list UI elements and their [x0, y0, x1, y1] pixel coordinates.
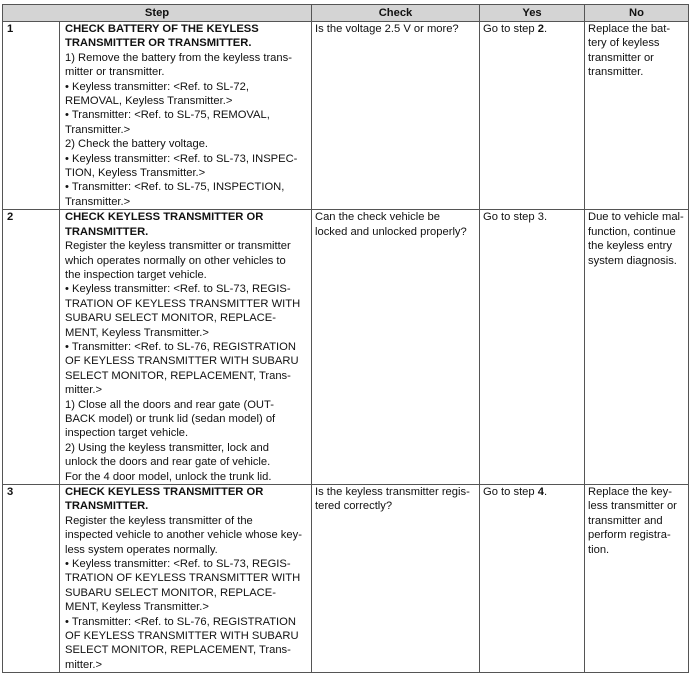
- check-text-line: locked and unlocked properly?: [315, 225, 467, 238]
- step-text-line: SELECT MONITOR, REPLACEMENT, Trans-: [65, 644, 291, 657]
- step-text-line: REMOVAL, Keyless Transmitter.>: [65, 95, 233, 108]
- step-text-line: TRATION OF KEYLESS TRANSMITTER WITH: [65, 297, 301, 310]
- no-text-line: function, continue: [588, 225, 676, 238]
- check-text-line: Can the check vehicle be: [315, 211, 441, 224]
- step-text-line: • Transmitter: <Ref. to SL-76, REGISTRATION: [65, 615, 296, 628]
- step-text-line: • Keyless transmitter: <Ref. to SL-73, INSPEC-: [65, 152, 298, 165]
- yes-cell: [480, 485, 585, 673]
- step-text-line: • Transmitter: <Ref. to SL-75, INSPECTION,: [65, 181, 285, 194]
- yes-text: [483, 22, 581, 36]
- step-number: [3, 485, 60, 673]
- step-text-line: • Transmitter: <Ref. to SL-76, REGISTRATION: [65, 340, 296, 353]
- step-text-line: which operates normally on other vehicles to: [65, 254, 286, 267]
- step-text-line: TRATION OF KEYLESS TRANSMITTER WITH: [65, 572, 301, 585]
- no-text-line: system diagnosis.: [588, 254, 677, 267]
- yes-cell: [480, 22, 585, 210]
- step-text-line: TION, Keyless Transmitter.>: [65, 167, 206, 180]
- step-text-line: For the 4 door model, unlock the trunk lid.: [65, 470, 272, 483]
- step-text-line: OF KEYLESS TRANSMITTER WITH SUBARU: [65, 630, 299, 643]
- no-text-line: less transmitter or: [588, 500, 677, 513]
- yes-step-ref: 2: [537, 23, 544, 35]
- step-number-text: 1: [7, 23, 14, 35]
- step-text-line: mitter.>: [65, 658, 102, 671]
- step-text-line: 2) Check the battery voltage.: [65, 138, 209, 151]
- step-title: CHECK KEYLESS TRANSMITTER OR: [65, 486, 264, 498]
- step-text-line: mitter or transmitter.: [65, 66, 165, 79]
- no-cell: [585, 485, 689, 673]
- step-description: [60, 22, 312, 210]
- step-text-line: • Transmitter: <Ref. to SL-75, REMOVAL,: [65, 109, 270, 122]
- no-cell: [585, 210, 689, 485]
- check-cell: [312, 485, 480, 673]
- step-text-line: OF KEYLESS TRANSMITTER WITH SUBARU: [65, 355, 299, 368]
- check-cell: [312, 22, 480, 210]
- yes-step-ref: 4: [537, 486, 544, 498]
- step-text-line: 2) Using the keyless transmitter, lock and: [65, 441, 269, 454]
- yes-suffix: .: [543, 23, 548, 35]
- step-text-line: • Keyless transmitter: <Ref. to SL-72,: [65, 80, 249, 93]
- no-text-line: Due to vehicle mal-: [588, 211, 684, 224]
- step-number: [3, 22, 60, 210]
- step-text-line: MENT, Keyless Transmitter.>: [65, 601, 209, 614]
- header-no: No: [585, 5, 689, 22]
- no-text-line: transmitter and: [588, 514, 663, 527]
- step-text-line: SUBARU SELECT MONITOR, REPLACE-: [65, 312, 276, 325]
- no-text-line: Replace the bat-: [588, 23, 671, 35]
- step-text-line: 1) Close all the doors and rear gate (OUT-: [65, 398, 274, 411]
- step-text-line: inspected vehicle to another vehicle whose key-: [65, 529, 302, 542]
- step-text-line: Register the keyless transmitter or transmitter: [65, 240, 291, 253]
- no-text-line: tion.: [588, 543, 610, 556]
- step-title: TRANSMITTER.: [65, 225, 149, 238]
- step-text-line: inspection target vehicle.: [65, 427, 189, 440]
- step-text-line: • Keyless transmitter: <Ref. to SL-73, REGIS-: [65, 283, 291, 296]
- yes-text: [483, 485, 581, 499]
- header-step: Step: [3, 5, 312, 22]
- table-header-row: [3, 5, 689, 22]
- no-text-line: the keyless entry: [588, 240, 672, 253]
- step-text-line: less system operates normally.: [65, 543, 218, 556]
- step-text-line: SUBARU SELECT MONITOR, REPLACE-: [65, 586, 276, 599]
- no-text-line: perform registra-: [588, 529, 671, 542]
- yes-text: [483, 210, 581, 224]
- step-text-line: BACK model) or trunk lid (sedan model) of: [65, 412, 276, 425]
- step-number: [3, 210, 60, 485]
- step-text-line: 1) Remove the battery from the keyless trans-: [65, 51, 292, 64]
- step-text-line: MENT, Keyless Transmitter.>: [65, 326, 209, 339]
- step-number-text: 3: [7, 486, 14, 498]
- step-title: CHECK BATTERY OF THE KEYLESS: [65, 23, 259, 35]
- step-description: [60, 210, 312, 485]
- table-row: [3, 22, 689, 210]
- step-text-line: mitter.>: [65, 384, 102, 397]
- step-title: CHECK KEYLESS TRANSMITTER OR: [65, 211, 264, 224]
- diagnostic-table: [2, 4, 689, 673]
- step-text-line: unlock the doors and rear gate of vehicle.: [65, 456, 271, 469]
- step-text-line: • Keyless transmitter: <Ref. to SL-73, REGIS-: [65, 558, 291, 571]
- no-text-line: transmitter or: [588, 51, 654, 64]
- table-row: [3, 485, 689, 673]
- step-title: TRANSMITTER.: [65, 500, 149, 513]
- header-yes: Yes: [480, 5, 585, 22]
- yes-prefix: Go to step 3.: [483, 211, 548, 224]
- table-row: [3, 210, 689, 485]
- yes-prefix: Go to step: [483, 486, 538, 498]
- step-text-line: Transmitter.>: [65, 195, 131, 208]
- check-text-line: Is the keyless transmitter regis-: [315, 486, 470, 498]
- step-title: TRANSMITTER OR TRANSMITTER.: [65, 37, 252, 50]
- header-check: Check: [312, 5, 480, 22]
- yes-cell: [480, 210, 585, 485]
- step-description: [60, 485, 312, 673]
- no-text-line: tery of keyless: [588, 37, 660, 50]
- yes-suffix: .: [543, 486, 548, 498]
- step-text-line: Transmitter.>: [65, 123, 131, 136]
- step-number-text: 2: [7, 211, 14, 224]
- no-text-line: Replace the key-: [588, 486, 672, 498]
- check-text-line: Is the voltage 2.5 V or more?: [315, 23, 459, 35]
- no-cell: [585, 22, 689, 210]
- step-text-line: Register the keyless transmitter of the: [65, 514, 253, 527]
- step-text-line: SELECT MONITOR, REPLACEMENT, Trans-: [65, 369, 291, 382]
- check-text-line: tered correctly?: [315, 500, 393, 513]
- no-text-line: transmitter.: [588, 66, 644, 79]
- check-cell: [312, 210, 480, 485]
- step-text-line: the inspection target vehicle.: [65, 268, 207, 281]
- yes-prefix: Go to step: [483, 23, 538, 35]
